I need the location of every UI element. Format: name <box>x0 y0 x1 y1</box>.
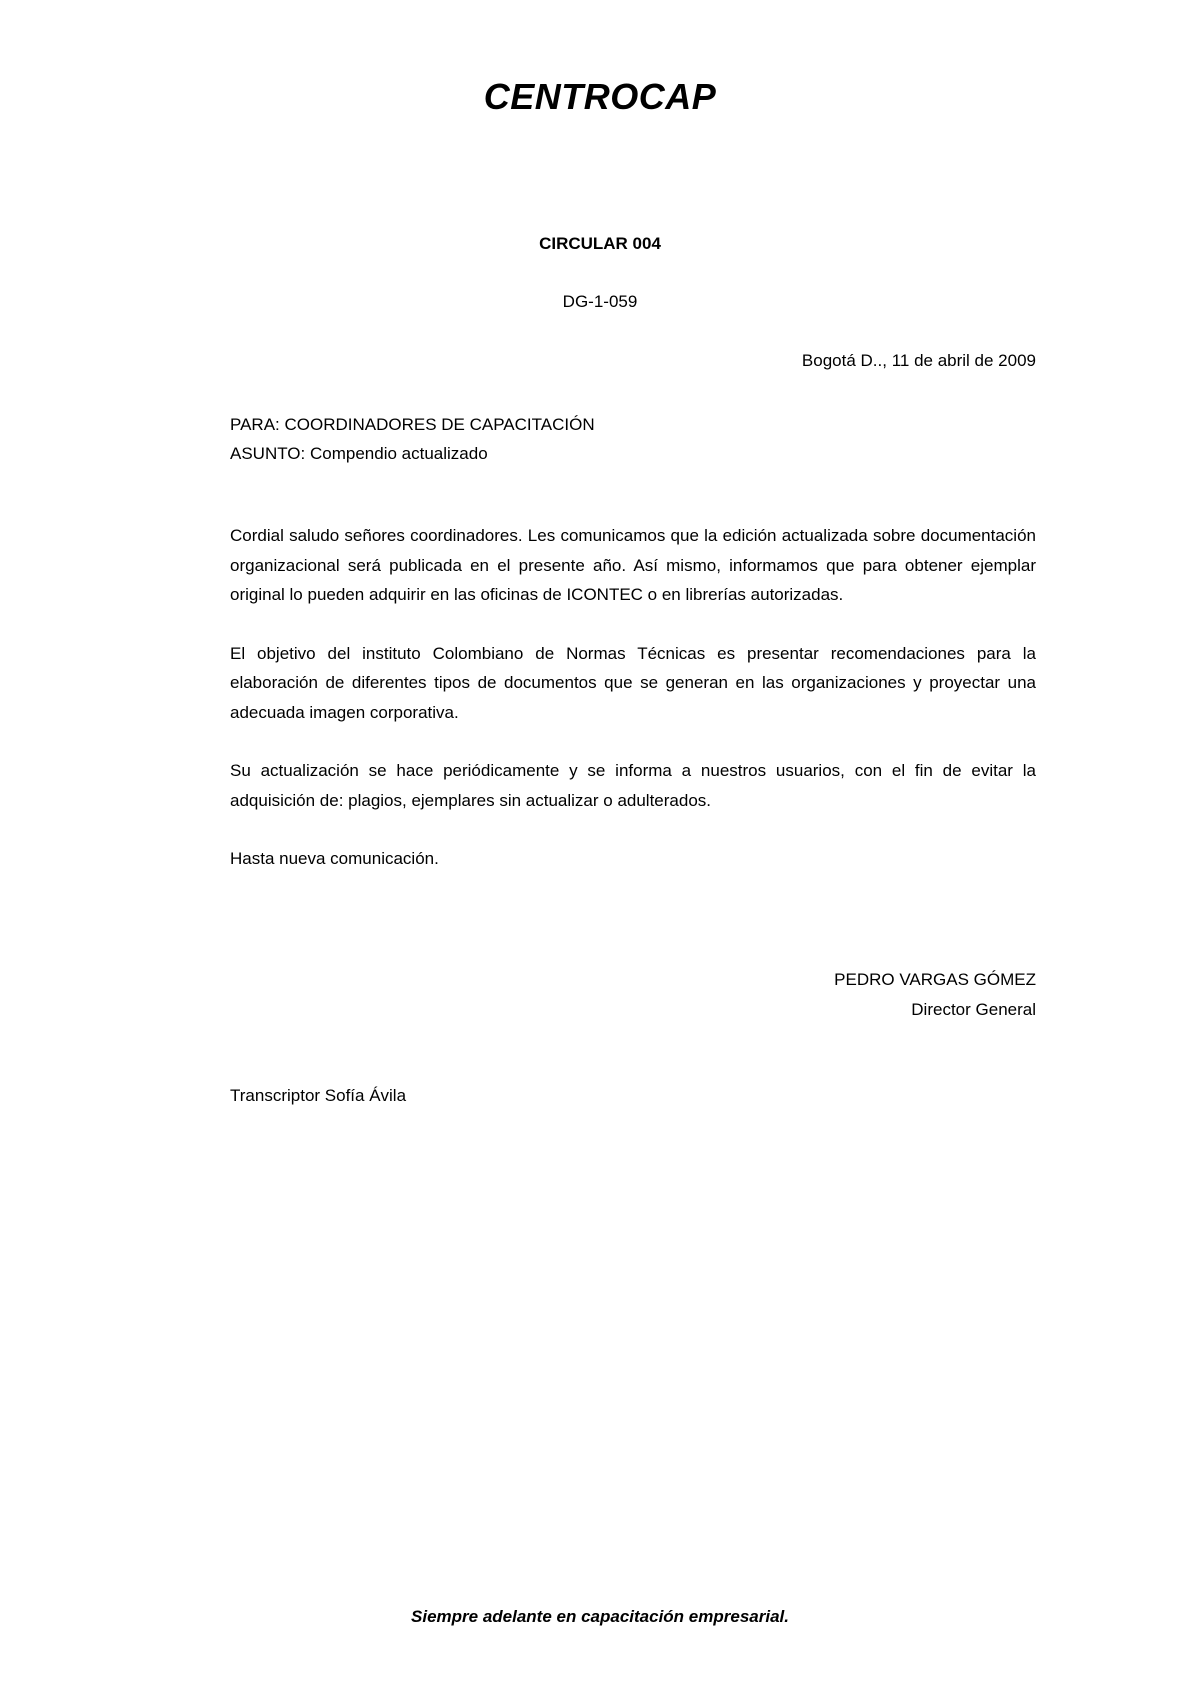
addressee-block <box>230 410 595 468</box>
paragraph-update: Su actualización se hace periódicamente y se informa a nuestros usuarios, con el fin de evitar la adquisición de: plagios, ejemplares sin actualizar o adulterados. <box>230 761 1036 810</box>
brand-title: CENTROCAP <box>483 76 717 117</box>
signer-title: Director General <box>911 1000 1036 1019</box>
paragraph-objective: El objetivo del instituto Colombiano de Normas Técnicas es presentar recomendaciones para la elaboración de diferentes tipos de documentos que se generan en las organizaciones y proyectar una adecuada imagen corporativa. <box>230 643 1036 722</box>
reference-code: DG-1-059 <box>562 292 638 311</box>
place-date: Bogotá D.., 11 de abril de 2009 <box>801 351 1036 370</box>
subject-line: ASUNTO: Compendio actualizado <box>230 444 488 463</box>
letter-body <box>230 521 1036 903</box>
transcriber-line: Transcriptor Sofía Ávila <box>230 1086 407 1105</box>
paragraph-closing: Hasta nueva comunicación. <box>230 849 439 868</box>
signer-name: PEDRO VARGAS GÓMEZ <box>834 970 1036 989</box>
paragraph-greeting: Cordial saludo señores coordinadores. Les comunicamos que la edición actualizada sobre documentación organizacional será publicada en el presente año. Así mismo, informamos que para obtener ejemplar original lo pueden adquirir en las oficinas de ICONTEC o en librerías autorizadas. <box>230 526 1036 604</box>
footer-slogan: Siempre adelante en capacitación empresarial. <box>411 1607 789 1626</box>
circular-number: CIRCULAR 004 <box>539 234 661 253</box>
signature-block <box>834 965 1036 1025</box>
to-line: PARA: COORDINADORES DE CAPACITACIÓN <box>230 415 595 434</box>
